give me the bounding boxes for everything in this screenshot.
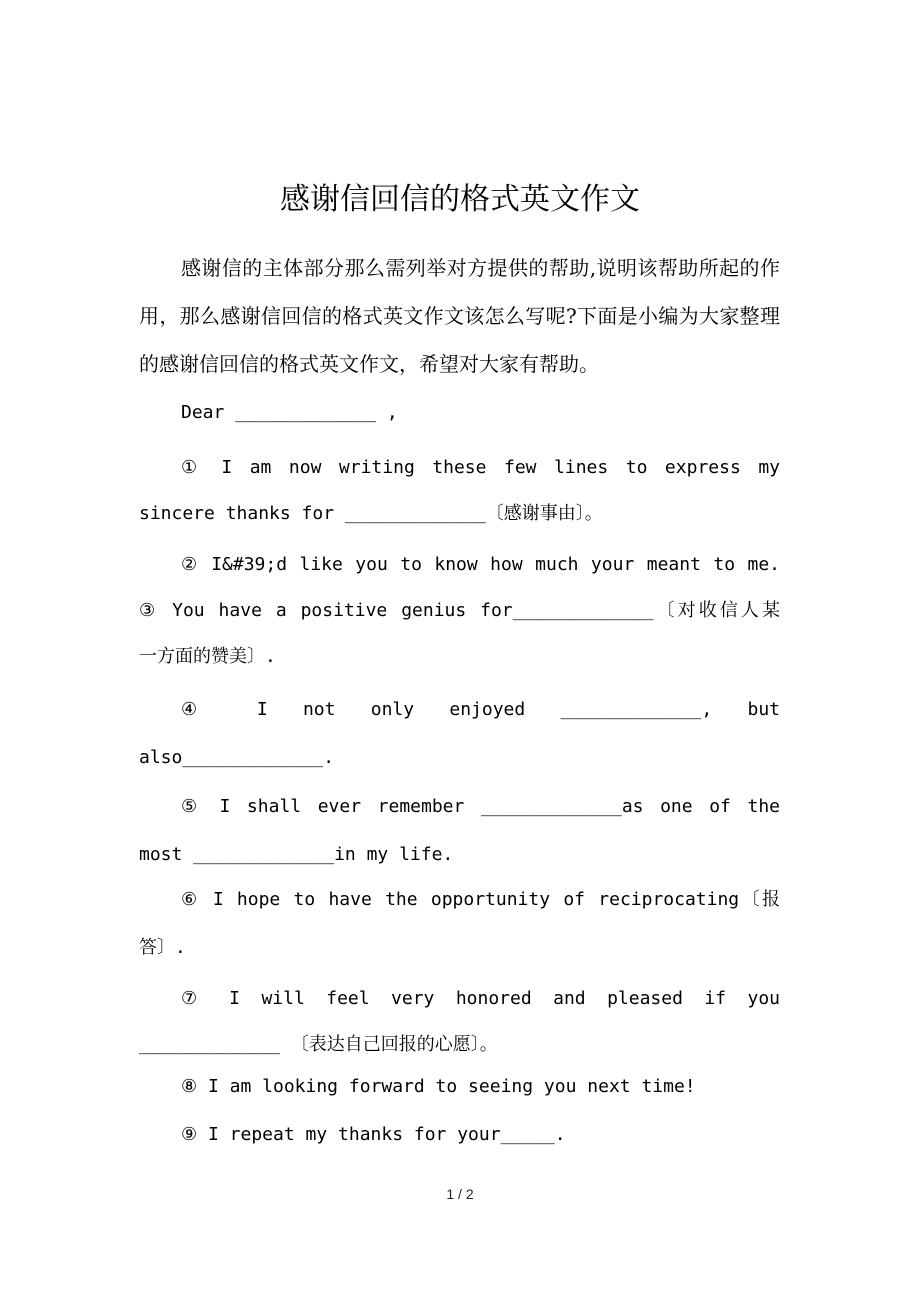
intro-paragraph: 感谢信的主体部分那么需列举对方提供的帮助,说明该帮助所起的作用，那么感谢信回信的格式英文作文该怎么写呢?下面是小编为大家整理的感谢信回信的格式英文作文，希望对大家有帮助。 [139,256,780,376]
paragraph-2-line-2: ③ You have a positive genius for_____________〔对收信人某 [139,600,780,621]
paragraph-5-line-1: ⑤ I shall ever remember _____________as one of the [181,796,780,817]
paragraph-7 [139,976,780,1068]
paragraph-4-line-2: also_____________. [139,747,335,768]
paragraph-8-text: ⑧ I am looking forward to seeing you next time! [181,1076,696,1097]
paragraph-6-line-1: ⑥ I hope to have the opportunity of reciprocating〔报 [181,889,780,910]
paragraph-2-line-1: ② I&#39;d like you to know how much your meant to me. [181,554,780,575]
paragraph-8 [139,1072,780,1102]
page-title: 感谢信回信的格式英文作文 [280,182,640,217]
paragraph-1-line-2: sincere thanks for _____________〔感谢事由〕。 [139,503,603,524]
paragraph-7-line-1: ⑦ I will feel very honored and pleased if you [181,988,780,1009]
paragraph-1 [139,445,780,537]
paragraph-2-line-3: 一方面的赞美〕. [139,646,276,667]
paragraph-5-line-2: most _____________in my life. [139,844,454,865]
paragraph-9-text: ⑨ I repeat my thanks for your_____. [181,1124,566,1145]
greeting-text: Dear _____________ , [181,402,398,423]
paragraph-9 [139,1120,780,1150]
paragraph-1-line-1: ① I am now writing these few lines to express my [181,457,780,478]
paragraph-2 [139,542,780,680]
page-number: 1 / 2 [446,1186,474,1202]
paragraph-5 [139,783,780,879]
paragraph-4 [139,686,780,782]
paragraph-4-line-1: ④ I not only enjoyed _____________, but [181,699,780,720]
paragraph-7-line-2: _____________ 〔表达自己回报的心愿〕。 [139,1034,498,1055]
greeting-line [139,398,780,428]
paragraph-6-line-2: 答〕. [139,937,186,958]
paragraph-6 [139,876,780,972]
